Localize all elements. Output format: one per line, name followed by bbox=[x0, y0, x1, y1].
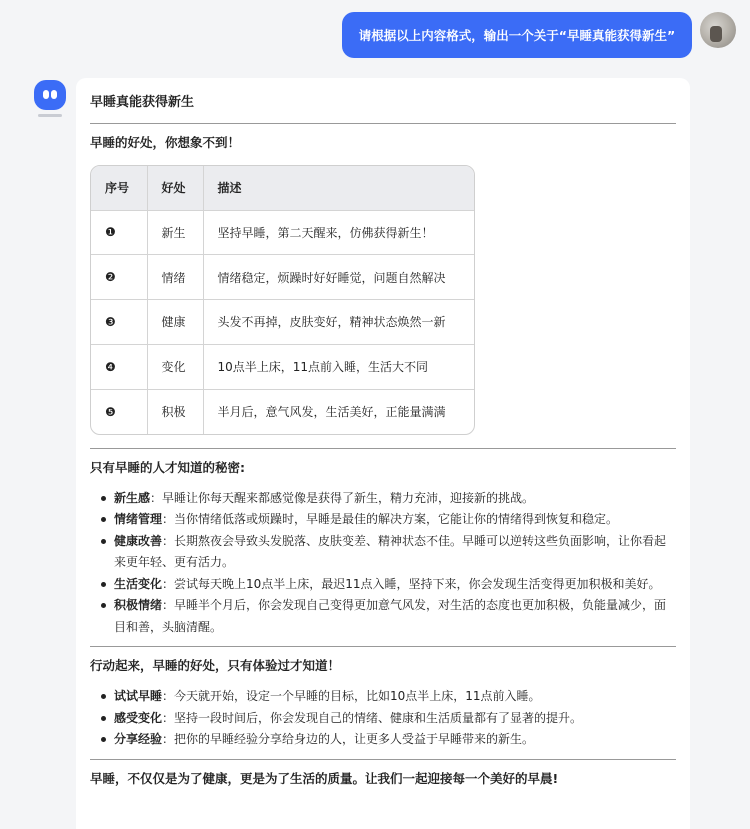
row-description: 10点半上床，11点前入睡，生活大不同 bbox=[203, 344, 474, 389]
list-item bbox=[90, 729, 676, 751]
list-item-term: 情绪管理 bbox=[114, 512, 163, 527]
column-header: 描述 bbox=[203, 166, 474, 210]
list-item bbox=[90, 595, 676, 638]
section-heading-secrets: 只有早睡的人才知道的秘密: bbox=[90, 459, 245, 475]
column-header: 序号 bbox=[91, 166, 147, 210]
list-item-term: 健康改善 bbox=[114, 533, 163, 548]
list-item-text: ：早睡半个月后，你会发现自己变得更加意气风发，对生活的态度也更加积极，负能量减少，面目和善，头脑清醒。 bbox=[114, 598, 667, 634]
row-number: ❶ bbox=[91, 210, 147, 255]
list-item bbox=[90, 686, 676, 708]
row-description: 坚持早睡，第二天醒来，仿佛获得新生！ bbox=[203, 210, 474, 255]
table-header-row bbox=[91, 166, 474, 210]
list-item-text: ：早睡让你每天醒来都感觉像是获得了新生，精力充沛，迎接新的挑战。 bbox=[150, 490, 535, 505]
list-item-text: ：坚持一段时间后，你会发现自己的情绪、健康和生活质量都有了显著的提升。 bbox=[162, 710, 583, 725]
list-item-term: 感受变化 bbox=[114, 710, 163, 725]
list-item-text: ：长期熬夜会导致头发脱落、皮肤变差、精神状态不佳。早睡可以逆转这些负面影响，让你看起来更年轻、更有活力。 bbox=[114, 533, 667, 570]
secrets-list bbox=[90, 488, 676, 639]
row-benefit: 变化 bbox=[147, 344, 203, 389]
column-header: 好处 bbox=[147, 166, 203, 210]
list-item-term: 积极情绪 bbox=[114, 598, 163, 613]
list-item bbox=[90, 574, 676, 596]
row-number: ❹ bbox=[91, 344, 147, 389]
divider bbox=[90, 448, 676, 449]
list-item bbox=[90, 488, 676, 510]
divider bbox=[90, 646, 676, 647]
list-item-text: ：当你情绪低落或烦躁时，早睡是最佳的解决方案，它能让你的情绪得到恢复和稳定。 bbox=[162, 512, 619, 527]
actions-list bbox=[90, 686, 676, 751]
divider bbox=[90, 123, 676, 124]
table-row bbox=[91, 389, 474, 434]
section-heading-actions: 行动起来，早睡的好处，只有体验过才知道！ bbox=[90, 658, 341, 674]
table-row bbox=[91, 210, 474, 255]
response-title: 早睡真能获得新生 bbox=[90, 95, 195, 110]
bot-avatar-icon bbox=[34, 80, 66, 110]
assistant-response-card bbox=[76, 78, 690, 829]
list-item-text: ：今天就开始，设定一个早睡的目标，比如10点半上床，11点前入睡。 bbox=[162, 689, 541, 704]
list-item bbox=[90, 708, 676, 730]
user-message-row bbox=[0, 10, 750, 60]
row-description: 头发不再掉，皮肤变好，精神状态焕然一新 bbox=[203, 300, 474, 345]
section-heading-benefits: 早睡的好处，你想象不到！ bbox=[90, 135, 241, 150]
list-item bbox=[90, 509, 676, 531]
row-number: ❸ bbox=[91, 300, 147, 345]
row-benefit: 积极 bbox=[147, 389, 203, 434]
row-number: ❷ bbox=[91, 255, 147, 300]
table-row bbox=[91, 344, 474, 389]
list-item-term: 新生感 bbox=[114, 490, 151, 505]
list-item-term: 生活变化 bbox=[114, 576, 163, 591]
table-row bbox=[91, 300, 474, 345]
divider bbox=[90, 759, 676, 760]
row-benefit: 新生 bbox=[147, 210, 203, 255]
table-row bbox=[91, 255, 474, 300]
list-item-term: 分享经验 bbox=[114, 732, 163, 747]
bot-eye-right bbox=[51, 90, 57, 99]
list-item-text: ：把你的早睡经验分享给身边的人，让更多人受益于早睡带来的新生。 bbox=[162, 732, 535, 747]
closing-statement: 早睡，不仅仅是为了健康，更是为了生活的质量。让我们一起迎接每一个美好的早晨! bbox=[90, 770, 559, 786]
row-number: ❺ bbox=[91, 389, 147, 434]
user-message-bubble: 请根据以上内容格式，输出一个关于“早睡真能获得新生” bbox=[342, 12, 692, 58]
list-item-text: ：尝试每天晚上10点半上床，最迟11点入睡，坚持下来，你会发现生活变得更加积极和美好。 bbox=[162, 576, 661, 591]
row-description: 半月后，意气风发，生活美好，正能量满满 bbox=[217, 405, 446, 420]
row-benefit: 情绪 bbox=[147, 255, 203, 300]
benefits-table bbox=[90, 165, 475, 435]
bot-eye-left bbox=[43, 90, 49, 99]
list-item bbox=[90, 531, 676, 574]
row-benefit: 健康 bbox=[147, 300, 203, 345]
list-item-term: 试试早睡 bbox=[114, 689, 163, 704]
row-description: 情绪稳定，烦躁时好好睡觉，问题自然解决 bbox=[203, 255, 474, 300]
user-avatar[interactable] bbox=[700, 12, 736, 48]
